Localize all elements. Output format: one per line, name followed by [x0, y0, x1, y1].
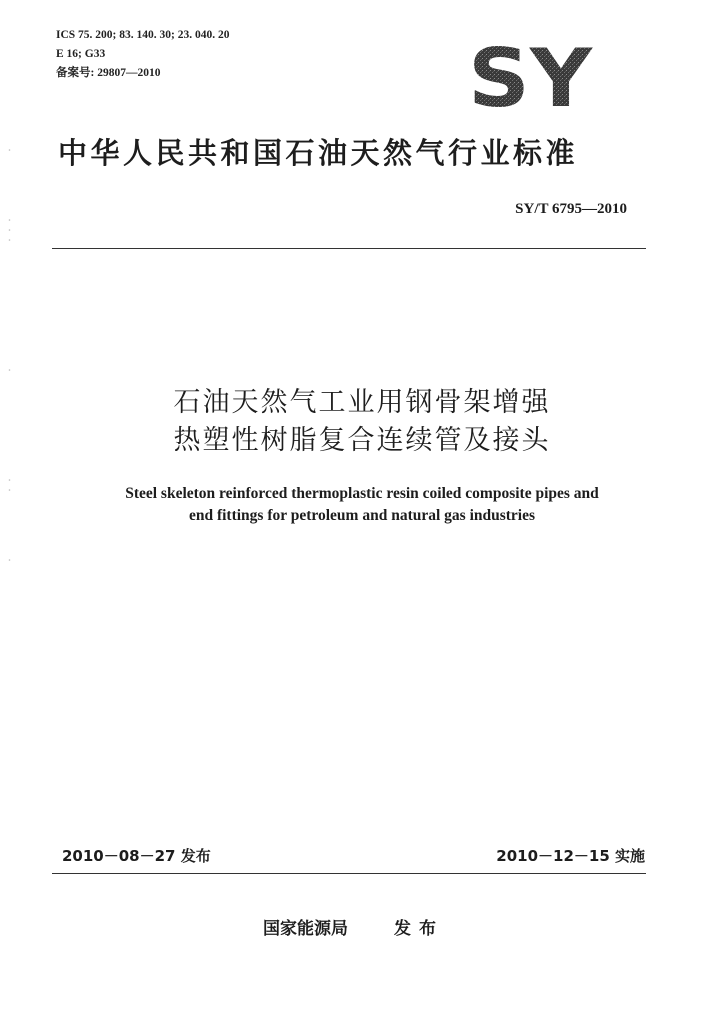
- issue-date: 2010－08－27 发布: [62, 847, 211, 865]
- chinese-title-line-2: 热塑性树脂复合连续管及接头: [173, 425, 551, 456]
- english-title: [0, 483, 724, 527]
- implementation-date: 2010－12－15 实施: [496, 847, 645, 865]
- footer-divider: [52, 873, 646, 874]
- filing-number: 备案号: 29807—2010: [56, 67, 161, 79]
- header-divider: [52, 248, 646, 249]
- document-metadata: [56, 26, 229, 83]
- classification-code: E 16; G33: [56, 48, 106, 60]
- ics-code: ICS 75. 200; 83. 140. 30; 23. 040. 20: [56, 29, 230, 41]
- publish-label: 发布: [394, 919, 444, 939]
- standard-number: SY/T 6795—2010: [515, 201, 627, 217]
- chinese-title-line-1: 石油天然气工业用钢骨架增强: [173, 387, 551, 418]
- english-title-line-2: end fittings for petroleum and natural gas industries: [188, 507, 536, 524]
- standard-body-title: 中华人民共和国石油天然气行业标准: [58, 136, 579, 170]
- svg-text:SY: SY: [468, 42, 594, 112]
- chinese-title: [0, 384, 724, 460]
- sy-logo: [466, 42, 594, 112]
- scan-margin-marks: [8, 140, 11, 660]
- publisher-name: 国家能源局: [263, 919, 348, 939]
- english-title-line-1: Steel skeleton reinforced thermoplastic resin coiled composite pipes and: [125, 485, 599, 502]
